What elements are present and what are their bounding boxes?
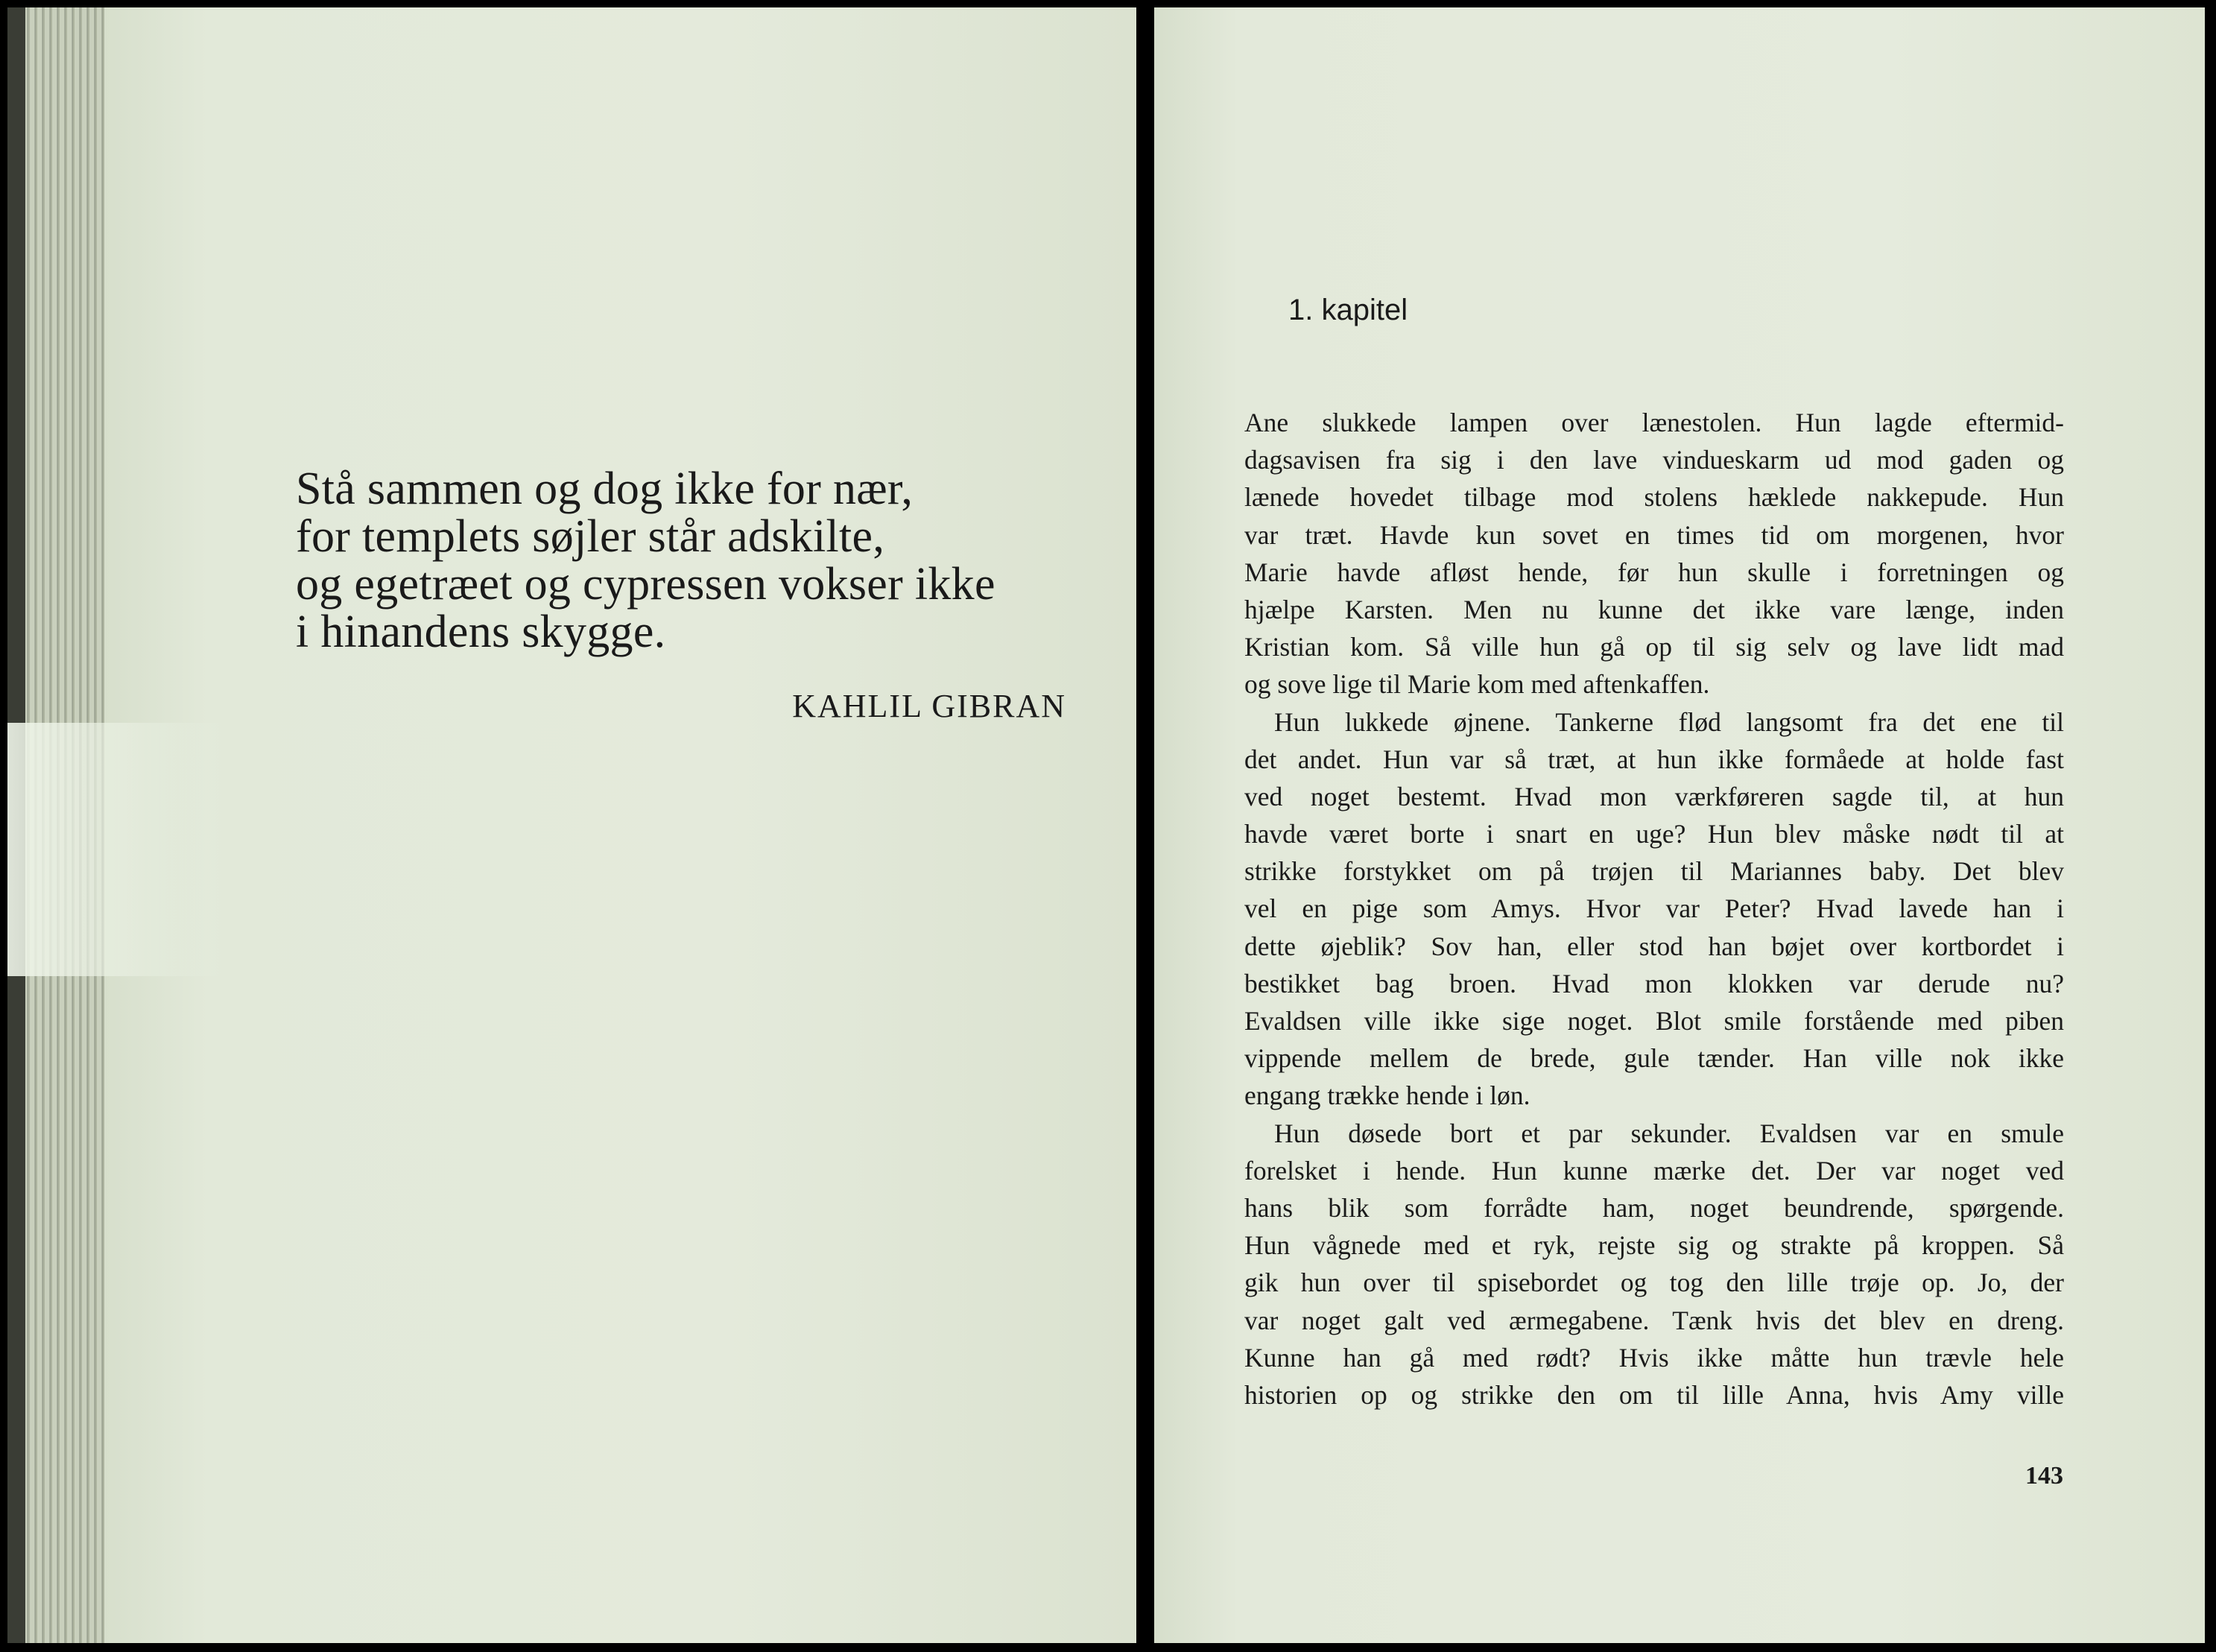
body-line: Hun vågnede med et ryk, rejste sig og strakte på kroppen. Så — [1244, 1230, 2064, 1261]
body-line: hans blik som forrådte ham, noget beundrende, spørgende. — [1244, 1192, 2064, 1223]
body-line: var træt. Havde kun sovet en times tid om morgenen, hvor — [1244, 519, 2064, 550]
body-line: engang trække hende i løn. — [1244, 1080, 1530, 1111]
right-page — [1154, 7, 2205, 1643]
body-line: Marie havde afløst hende, før hun skulle i forretningen og — [1244, 557, 2064, 587]
body-line: strikke forstykket om på trøjen til Mariannes baby. Det blev — [1244, 856, 2064, 887]
body-line: var noget galt ved ærmegabene. Tænk hvis det blev en dreng. — [1244, 1305, 2064, 1335]
body-line: Kunne han gå med rødt? Hvis ikke måtte hun trævle hele — [1244, 1342, 2064, 1373]
body-line: Kristian kom. Så ville hun gå op til sig selv og lave lidt mad — [1244, 632, 2064, 662]
body-line: ved noget bestemt. Hvad mon værkføreren sagde til, at hun — [1244, 781, 2064, 811]
epigraph-line: for templets søjler står adskilte, — [296, 511, 885, 562]
body-line: dagsavisen fra sig i den lave vindueskarm ud mod gaden og — [1244, 445, 2064, 475]
body-line: bestikket bag broen. Hvad mon klokken var derude nu? — [1244, 968, 2064, 999]
body-line: vippende mellem de brede, gule tænder. Han ville nok ikke — [1244, 1043, 2064, 1074]
chapter-heading: 1. kapitel — [1288, 294, 1408, 326]
body-line: Hun døsede bort et par sekunder. Evaldsen var en smule — [1274, 1118, 2064, 1148]
epigraph-line: og egetræet og cypressen vokser ikke — [296, 559, 995, 610]
epigraph-line: i hinandens skygge. — [296, 607, 666, 657]
epigraph-line: Stå sammen og dog ikke for nær, — [296, 463, 914, 514]
book-gutter — [1136, 0, 1154, 1652]
left-page — [7, 7, 1136, 1643]
body-text — [1244, 404, 2064, 1414]
epigraph — [296, 465, 1086, 656]
body-line: Evaldsen ville ikke sige noget. Blot smile forstående med piben — [1244, 1006, 2064, 1036]
body-line: hjælpe Karsten. Men nu kunne det ikke vare længe, inden — [1244, 594, 2064, 624]
body-line: gik hun over til spisebordet og tog den lille trøje op. Jo, der — [1244, 1268, 2064, 1298]
body-line: lænede hovedet tilbage mod stolens hæklede nakkepude. Hun — [1244, 482, 2064, 513]
body-line: vel en pige som Amys. Hvor var Peter? Hvad lavede han i — [1244, 893, 2064, 924]
body-line: havde været borte i snart en uge? Hun blev måske nødt til at — [1244, 819, 2064, 849]
body-line: Ane slukkede lampen over lænestolen. Hun lagde eftermid- — [1244, 408, 2064, 437]
page-number: 143 — [2025, 1462, 2063, 1490]
body-line: dette øjeblik? Sov han, eller stod han bøjet over kortbordet i — [1244, 931, 2064, 961]
epigraph-author: KAHLIL GIBRAN — [792, 688, 1066, 724]
body-line: forelsket i hende. Hun kunne mærke det. Der var noget ved — [1244, 1155, 2064, 1186]
body-line: det andet. Hun var så træt, at hun ikke formåede at holde fast — [1244, 744, 2064, 774]
body-line: Hun lukkede øjnene. Tankerne flød langsomt fra det ene til — [1274, 706, 2064, 737]
body-line: og sove lige til Marie kom med aftenkaffen. — [1244, 669, 1710, 700]
body-line: historien op og strikke den om til lille Anna, hvis Amy ville — [1244, 1379, 2064, 1410]
page-edges-highlight — [7, 723, 224, 976]
left-page-paper — [104, 7, 1136, 1643]
